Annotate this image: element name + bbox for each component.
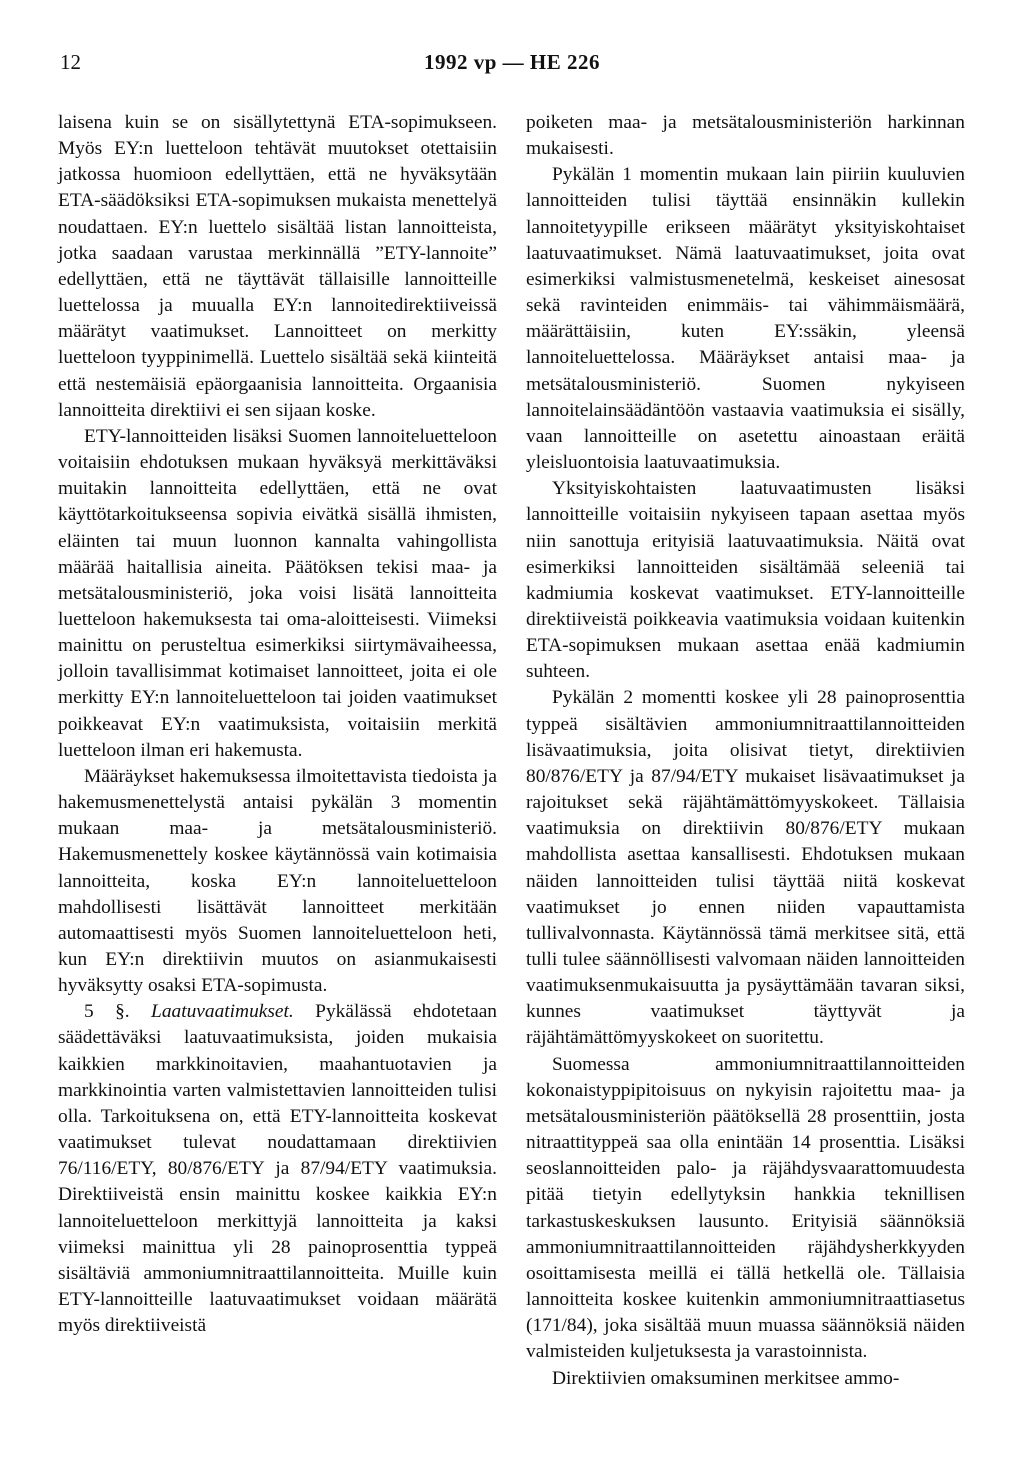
paragraph: poiketen maa- ja metsätalousministeriön harkinnan mukaisesti. (526, 112, 965, 160)
paragraph: laisena kuin se on sisällytettynä ETA-sopimukseen. Myös EY:n luetteloon tehtävät muutokset otettaisiin jatkossa huomioon edellyttäen, että ne hyväksytään ETA-säädöksiksi ETA-sopimuksen mukaista menettelyä noudattaen. EY:n luettelo sisältää listan lannoitteista, jotka saadaan varustaa merkinnällä ”ETY-lannoite” edellyttäen, että ne täyttävät tällaisille lannoitteille luettelossa ja muualla EY:n lannoitedirektiiveissä määrätyt vaatimukset. Lannoitteet on merkitty luetteloon tyyppinimellä. Luettelo sisältää sekä kiinteitä että nestemäisiä epäorgaanisia lannoitteita. Orgaanisia lannoitteita direktiivi ei sen sijaan koske. (58, 112, 497, 421)
section-body: Pykälässä ehdotetaan säädettäväksi laatuvaatimuksista, joiden mukaisia kaikkien markkinoitavien, maahantuotavien ja markkinointia varten valmistettavien lannoitteiden tulisi olla. Tarkoituksena on, että ETY-lannoitteita koskevat vaatimukset tulevat noudattamaan direktiivien 76/116/ETY, 80/876/ETY ja 87/94/ETY vaatimuksia. Direktiiveistä ensin mainittu koskee kaikkia EY:n lannoiteluetteloon merkittyjä lannoitteita ja kaksi viimeksi mainittua yli 28 painoprosenttia typpeä sisältäviä ammoniumnitraattilannoitteita. Muille kuin ETY-lannoitteille laatuvaatimukset voidaan määrätä myös direktiiveistä (58, 1001, 498, 1337)
paragraph: Pykälän 1 momentin mukaan lain piiriin kuuluvien lannoitteiden tulisi täyttää ensinnäkin kullekin lannoitetyypille erikseen määrätyt yksityiskohtaiset laatuvaatimukset. Nämä laatuvaatimukset, joita ovat esimerkiksi valmistusmenetelmä, keskeiset ainesosat sekä ravinteiden enimmäis- tai vähimmäismäärä, määrättäisiin, kuten EY:ssäkin, yleensä lannoiteluettelossa. Määräykset antaisi maa- ja metsätalousministeriö. Suomen nykyiseen lannoitelainsäädäntöön vastaavia vaatimuksia ei sisälly, vaan lannoitteille on asetettu ainoastaan eräitä yleisluontoisia laatuvaatimuksia. (526, 164, 965, 474)
paragraph: Suomessa ammoniumnitraattilannoitteiden kokonaistyppipitoisuus on nykyisin rajoitettu maa- ja metsätalousministeriön päätöksellä 28 prosenttiin, josta nitraattityppeä saa olla enintään 14 prosenttia. Lisäksi seoslannoitteiden palo- ja räjähdysvaarattomuudesta pitää tietyin edellytyksin hankkia teknillisen tarkastuskeskuksen lausunto. Erityisiä säännöksiä ammoniumnitraattilannoitteiden räjähdysherkkyyden osoittamisesta meillä ei tällä hetkellä ole. Tällaisia lannoitteita koskee kuitenkin ammoniumnitraattiasetus (171/84), joka sisältää muun muassa säännöksiä näiden valmisteiden kuljetuksesta ja varastoinnista. (526, 1053, 965, 1363)
left-column (58, 110, 497, 1339)
paragraph: Direktiivien omaksuminen merkitsee ammo- (552, 1367, 900, 1389)
paragraph: Määräykset hakemuksessa ilmoitettavista tiedoista ja hakemusmenettelystä antaisi pykälän 3 momentin mukaan maa- ja metsätalousministeriö. Hakemusmenettely koskee käytännössä vain kotimaisia lannoitteita, koska EY:n lannoiteluetteloon mahdollisesti lisättävät lannoitteet merkitään automaattisesti myös Suomen lannoiteluetteloon heti, kun EY:n direktiivin muutos on asianmukaisesti hyväksytty osaksi ETA-sopimusta. (58, 765, 497, 997)
right-column (526, 110, 965, 1392)
section-title: Laatuvaatimukset. (151, 1001, 294, 1023)
section-number: 5 §. (84, 1001, 152, 1023)
section-paragraph (58, 999, 497, 1339)
paragraph: ETY-lannoitteiden lisäksi Suomen lannoiteluetteloon voitaisiin ehdotuksen mukaan hyväksyä merkittäväksi muitakin lannoitteita edellyttäen, että ne ovat käyttötarkoitukseensa sopivia eivätkä sisällä ihmisten, eläinten tai muun luonnon kannalta vahingollista määrää haitallisia aineita. Päätöksen tekisi maa- ja metsätalousministeriö, joka voisi lisätä lannoitteita luetteloon hakemuksesta tai oma-aloitteisesti. Viimeksi mainittu on perusteltua esimerkiksi siirtymävaiheessa, jolloin tavallisimmat kotimaiset lannoitteet, joita ei ole merkitty EY:n lannoiteluetteloon tai joiden vaatimukset poikkeavat EY:n vaatimuksista, voitaisiin merkitä luetteloon ilman eri hakemusta. (58, 425, 497, 761)
document-reference: 1992 vp — HE 226 (423, 50, 601, 74)
paragraph: Pykälän 2 momentti koskee yli 28 painoprosenttia typpeä sisältävien ammoniumnitraattilannoitteiden lisävaatimuksia, joita olisivat tietyt, direktiivien 80/876/ETY ja 87/94/ETY mukaiset lisävaatimukset ja rajoitukset sekä räjähtämättömyyskokeet. Tällaisia vaatimuksia on direktiivin 80/876/ETY mukaan mahdollista asettaa kansallisesti. Ehdotuksen mukaan näiden lannoitteiden tulisi täyttää niitä koskevat vaatimukset jo ennen niiden vapauttamista tullivalvonnasta. Käytännössä tämä merkitsee sitä, että tulli tulee säännöllisesti valvomaan näiden lannoitteiden vaatimuksenmukaisuutta ja pysäyttämään tavaran siksi, kunnes vaatimukset täyttyvät ja räjähtämättömyyskokeet on suoritettu. (526, 687, 965, 1049)
page-header (0, 50, 1024, 80)
paragraph: Yksityiskohtaisten laatuvaatimusten lisäksi lannoitteille voitaisiin nykyiseen tapaan asettaa myös niin sanottuja erityisiä laatuvaatimuksia. Näitä ovat esimerkiksi lannoitteiden sisältämää seleeniä tai kadmiumia koskevat vaatimukset. ETY-lannoitteille direktiiveistä poikkeavia vaatimuksia voidaan kuitenkin ETA-sopimuksen mukaan asettaa enää kadmiumin suhteen. (526, 478, 965, 683)
page-number: 12 (60, 50, 81, 74)
